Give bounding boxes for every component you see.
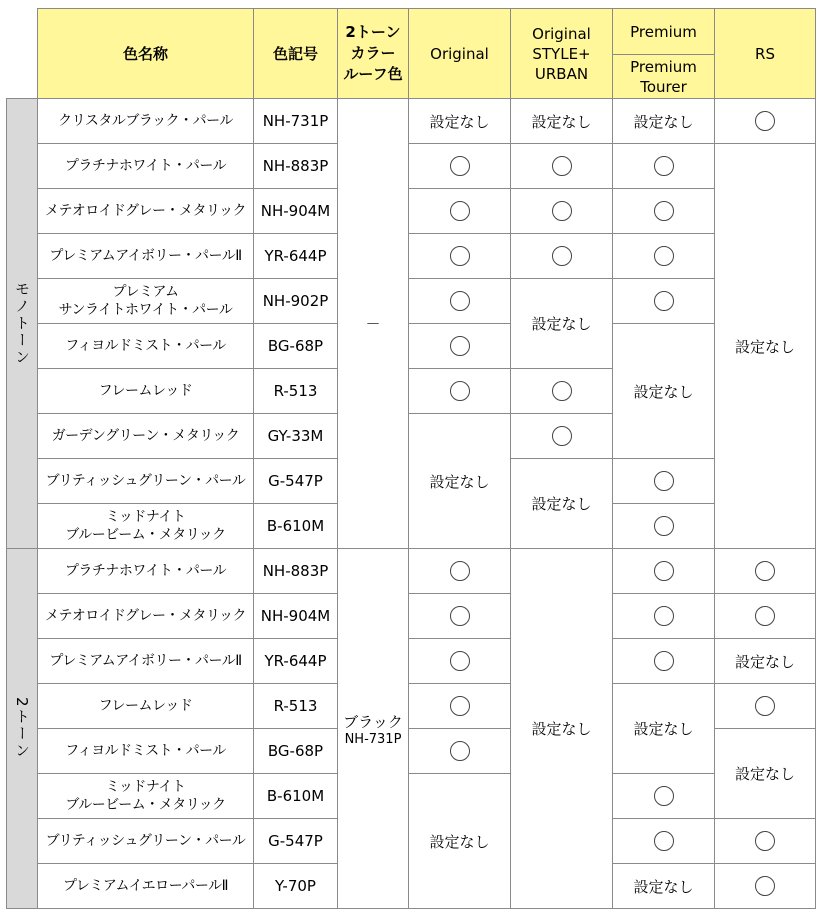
color-name-line1: ミッドナイト <box>105 509 186 525</box>
color-name: メテオロイドグレー・メタリック <box>38 189 254 234</box>
circle-icon <box>450 291 470 311</box>
available-mark <box>409 549 511 594</box>
table-row <box>7 234 816 279</box>
available-mark <box>715 684 816 729</box>
color-name: ブリティッシュグリーン・パール <box>38 819 254 864</box>
not-set: 設定なし <box>511 459 613 549</box>
roof-color-name: ブラック <box>343 712 403 731</box>
table-row <box>7 639 816 684</box>
table-row <box>7 144 816 189</box>
circle-icon <box>552 201 572 221</box>
available-mark <box>613 144 715 189</box>
available-mark <box>715 819 816 864</box>
available-mark <box>715 549 816 594</box>
circle-icon <box>654 246 674 266</box>
color-code: NH-731P <box>254 99 338 144</box>
color-name-line2: ブルービーム・メタリック <box>65 527 226 543</box>
circle-icon <box>654 291 674 311</box>
color-code: NH-883P <box>254 549 338 594</box>
circle-icon <box>654 516 674 536</box>
circle-icon <box>450 606 470 626</box>
header-style-urban <box>511 9 613 99</box>
not-set: 設定なし <box>409 414 511 549</box>
circle-icon <box>654 831 674 851</box>
header-rs: RS <box>715 9 816 99</box>
not-set: 設定なし <box>613 864 715 909</box>
color-code: Y-70P <box>254 864 338 909</box>
color-name <box>38 774 254 819</box>
available-mark <box>409 684 511 729</box>
available-mark <box>613 504 715 549</box>
available-mark <box>409 369 511 414</box>
not-set: 設定なし <box>511 279 613 369</box>
color-code: R-513 <box>254 369 338 414</box>
circle-icon <box>755 831 775 851</box>
not-set: 設定なし <box>409 774 511 909</box>
available-mark <box>511 144 613 189</box>
available-mark <box>409 234 511 279</box>
available-mark <box>613 234 715 279</box>
header-color-name: 色名称 <box>38 9 254 99</box>
header-premium: Premium <box>613 9 715 55</box>
group-label-monotone: モノトーン <box>7 99 38 549</box>
available-mark <box>613 459 715 504</box>
available-mark <box>511 189 613 234</box>
available-mark <box>511 414 613 459</box>
circle-icon <box>450 156 470 176</box>
color-name: プラチナホワイト・パール <box>38 549 254 594</box>
color-name: フィヨルドミスト・パール <box>38 729 254 774</box>
table-row <box>7 324 816 369</box>
circle-icon <box>654 606 674 626</box>
circle-icon <box>450 336 470 356</box>
corner-blank <box>7 9 38 99</box>
circle-icon <box>654 201 674 221</box>
table-row <box>7 684 816 729</box>
color-code: BG-68P <box>254 324 338 369</box>
not-set: 設定なし <box>715 729 816 819</box>
circle-icon <box>552 156 572 176</box>
circle-icon <box>450 741 470 761</box>
available-mark <box>613 594 715 639</box>
available-mark <box>613 774 715 819</box>
color-code: B-610M <box>254 504 338 549</box>
circle-icon <box>755 606 775 626</box>
color-name: ガーデングリーン・メタリック <box>38 414 254 459</box>
header-roof-line2: カラー <box>350 44 396 62</box>
available-mark <box>409 144 511 189</box>
color-code: NH-904M <box>254 189 338 234</box>
circle-icon <box>654 651 674 671</box>
header-premium-tourer <box>613 55 715 99</box>
table-row <box>7 594 816 639</box>
circle-icon <box>755 561 775 581</box>
not-set: 設定なし <box>613 684 715 774</box>
available-mark <box>409 189 511 234</box>
header-tourer-line1: Premium <box>630 57 697 76</box>
color-code: BG-68P <box>254 729 338 774</box>
available-mark <box>613 639 715 684</box>
roof-color-none: － <box>338 99 409 549</box>
table-row <box>7 774 816 819</box>
available-mark <box>715 99 816 144</box>
available-mark <box>409 594 511 639</box>
color-code: NH-883P <box>254 144 338 189</box>
color-name-line1: ミッドナイト <box>105 779 186 795</box>
header-style-line1: Original <box>532 24 591 43</box>
color-name: プレミアムアイボリー・パールⅡ <box>38 234 254 279</box>
color-name-line2: ブルービーム・メタリック <box>65 797 226 813</box>
not-set: 設定なし <box>613 324 715 459</box>
color-code: YR-644P <box>254 234 338 279</box>
circle-icon <box>654 786 674 806</box>
circle-icon <box>450 381 470 401</box>
circle-icon <box>552 426 572 446</box>
circle-icon <box>552 246 572 266</box>
table-row <box>7 189 816 234</box>
roof-color-code: NH-731P <box>344 731 402 747</box>
color-availability-table <box>6 8 816 909</box>
circle-icon <box>654 561 674 581</box>
not-set: 設定なし <box>511 99 613 144</box>
color-name: プラチナホワイト・パール <box>38 144 254 189</box>
circle-icon <box>450 246 470 266</box>
available-mark <box>511 369 613 414</box>
circle-icon <box>755 876 775 896</box>
available-mark <box>409 639 511 684</box>
available-mark <box>409 729 511 774</box>
available-mark <box>715 594 816 639</box>
color-code: G-547P <box>254 459 338 504</box>
color-name: プレミアムイエローパールⅡ <box>38 864 254 909</box>
color-code: B-610M <box>254 774 338 819</box>
not-set: 設定なし <box>409 99 511 144</box>
group-label-two-tone: 2トーン <box>7 549 38 909</box>
available-mark <box>613 549 715 594</box>
circle-icon <box>450 561 470 581</box>
circle-icon <box>552 381 572 401</box>
header-roof-line1: 2トーン <box>345 23 401 41</box>
available-mark <box>613 819 715 864</box>
color-code: GY-33M <box>254 414 338 459</box>
color-name-line1: プレミアム <box>112 284 179 300</box>
table-row <box>7 99 816 144</box>
circle-icon <box>755 696 775 716</box>
circle-icon <box>654 471 674 491</box>
circle-icon <box>755 111 775 131</box>
roof-color-black <box>338 549 409 909</box>
color-code: G-547P <box>254 819 338 864</box>
color-name <box>38 279 254 324</box>
available-mark <box>409 324 511 369</box>
color-code: R-513 <box>254 684 338 729</box>
color-name: クリスタルブラック・パール <box>38 99 254 144</box>
color-name-line2: サンライトホワイト・パール <box>58 302 233 318</box>
available-mark <box>511 234 613 279</box>
available-mark <box>715 864 816 909</box>
header-roof-line3: ルーフ色 <box>343 65 403 83</box>
header-style-line3: URBAN <box>534 64 589 83</box>
available-mark <box>613 279 715 324</box>
color-code: NH-902P <box>254 279 338 324</box>
not-set: 設定なし <box>511 549 613 909</box>
color-code: YR-644P <box>254 639 338 684</box>
circle-icon <box>450 201 470 221</box>
header-roof-color <box>338 9 409 99</box>
circle-icon <box>654 156 674 176</box>
not-set: 設定なし <box>715 639 816 684</box>
color-name: プレミアムアイボリー・パールⅡ <box>38 639 254 684</box>
color-name: フレームレッド <box>38 369 254 414</box>
available-mark <box>409 279 511 324</box>
circle-icon <box>450 696 470 716</box>
color-name: フィヨルドミスト・パール <box>38 324 254 369</box>
color-name: フレームレッド <box>38 684 254 729</box>
table-row <box>7 549 816 594</box>
available-mark <box>613 189 715 234</box>
header-original: Original <box>409 9 511 99</box>
color-code: NH-904M <box>254 594 338 639</box>
not-set: 設定なし <box>613 99 715 144</box>
header-color-code: 色記号 <box>254 9 338 99</box>
table-row <box>7 279 816 324</box>
circle-icon <box>450 651 470 671</box>
color-name: ブリティッシュグリーン・パール <box>38 459 254 504</box>
header-style-line2: STYLE+ <box>532 44 591 63</box>
header-tourer-line2: Tourer <box>640 77 687 96</box>
color-name <box>38 504 254 549</box>
not-set: 設定なし <box>715 144 816 549</box>
color-name: メテオロイドグレー・メタリック <box>38 594 254 639</box>
